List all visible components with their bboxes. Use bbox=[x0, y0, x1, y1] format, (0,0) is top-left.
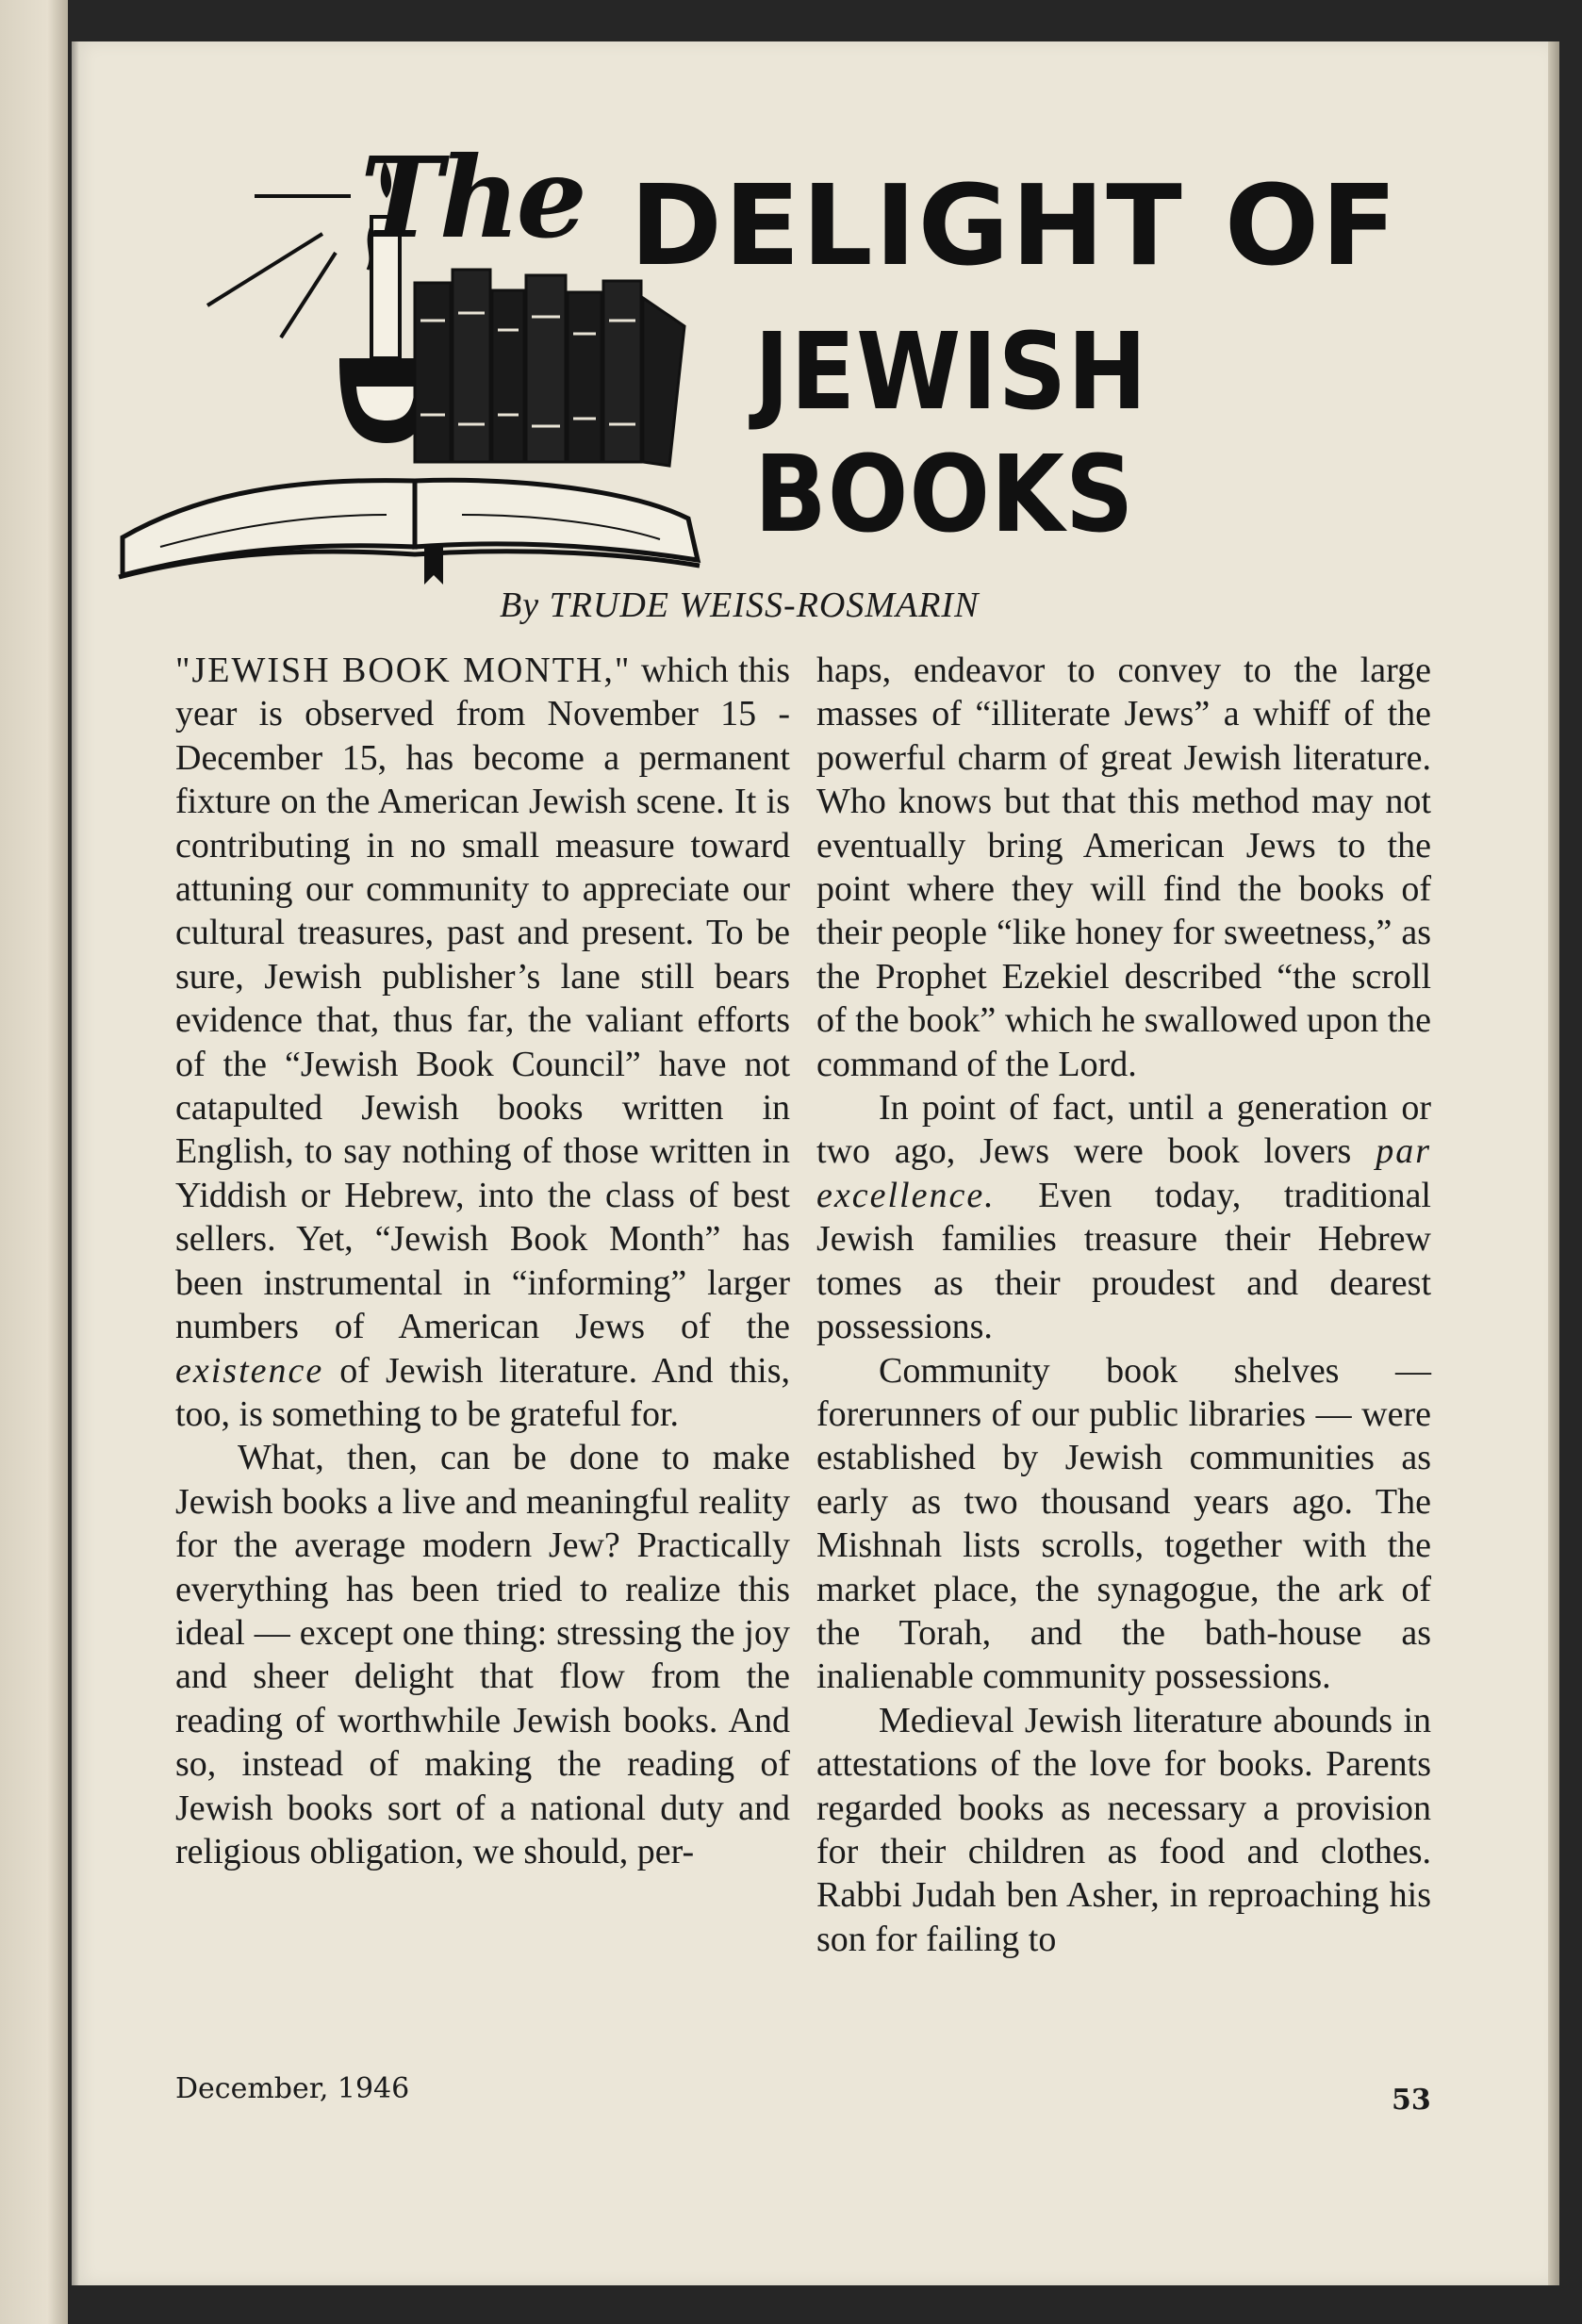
open-book-icon bbox=[119, 480, 700, 577]
right-column bbox=[816, 649, 1431, 1961]
paragraph-text: of Jewish literature. And this, too, is something to be grateful for. bbox=[175, 1350, 790, 1434]
footer-date: December, 1946 bbox=[175, 2072, 410, 2105]
bookmark-icon bbox=[424, 547, 443, 585]
light-rays-icon bbox=[207, 196, 351, 338]
paragraph bbox=[175, 649, 790, 1436]
title-line-1: DELIGHT OF bbox=[630, 160, 1399, 290]
page-gutter-shadow bbox=[72, 41, 79, 2285]
paragraph-text: In point of fact, until a generation or two ago, Jews were book lovers bbox=[816, 1088, 1431, 1172]
paragraph: What, then, can be done to make Jewish books a live and meaningful reality for the average modern Jew? Practically everything has been tried to realize this ideal — except one thing: stressing the joy and sheer delight that flow from the reading of worthwhile Jewish books. And so, instead of making the reading of Jewish books sort of a national duty and religious obligation, we should, per- bbox=[175, 1438, 790, 1871]
paragraph: Medieval Jewish literature abounds in attestations of the love for books. Parents regarded books as necessary a provision for their children as food and clothes. Rabbi Judah ben Asher, in reproaching his son for failing to bbox=[816, 1700, 1431, 1959]
paragraph-text: Even today, traditional Jewish families treasure their Hebrew tomes as their proudest and dearest possessions. bbox=[816, 1175, 1431, 1347]
title-line-2: JEWISH BOOKS bbox=[754, 311, 1148, 556]
paragraph-text: which this year is observed from November 15 - December 15, has become a permanent fixture on the American Jewish scene. It is contributing in no small measure toward attuning our community to appreciate our cultural treasures, past and present. To be sure, Jewish publisher’s lane still bears evidence that, thus far, the valiant efforts of the “Jewish Book Council” have not catapulted Jewish books written in English, to say nothing of those written in Yiddish or Hebrew, into the class of best sellers. Yet, “Jewish Book Month” has been instrumental in “informing” larger numbers of American Jews of the bbox=[175, 651, 790, 1347]
title-the: The bbox=[360, 132, 584, 263]
page-number: 53 bbox=[1392, 2084, 1431, 2117]
byline: By TRUDE WEISS-ROSMARIN bbox=[500, 585, 980, 625]
previous-page-edge bbox=[0, 0, 68, 2324]
page-stack-edge bbox=[1548, 41, 1559, 2285]
book-row-icon bbox=[415, 270, 684, 466]
emphasis-par-excellence: par excellence. bbox=[816, 1131, 1431, 1215]
left-column bbox=[175, 649, 790, 1873]
paragraph: Community book shelves — forerunners of our public libraries — were established by Jewish communities as early as two thousand years ago. The Mishnah lists scrolls, together with the market place, the synagogue, the ark of the Torah, and the bath-house as inalienable community possessions. bbox=[816, 1350, 1431, 1697]
paragraph: haps, endeavor to convey to the large masses of “illiterate Jews” a whiff of the powerful charm of great Jewish literature. Who knows but that this method may not eventually bring American Jews to the point where they will find the books of their people “like honey for sweetness,” as the Prophet Ezekiel described “the scroll of the book” which he swallowed upon the command of the Lord. bbox=[816, 651, 1431, 1084]
paragraph bbox=[816, 1086, 1431, 1348]
lead-in: "JEWISH BOOK MONTH," bbox=[175, 651, 632, 690]
emphasis-existence: existence bbox=[175, 1350, 324, 1391]
